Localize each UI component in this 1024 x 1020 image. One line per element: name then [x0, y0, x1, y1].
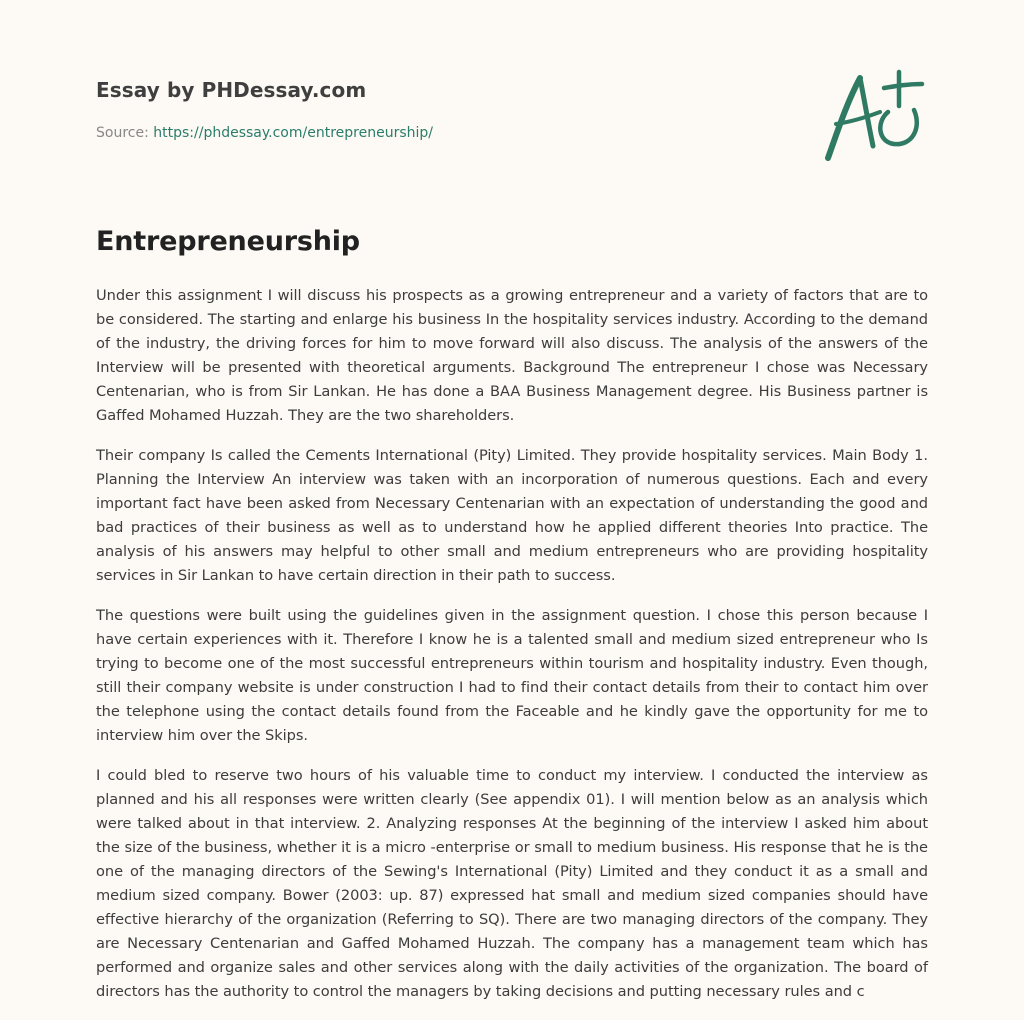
essay-body [96, 284, 928, 1020]
site-title: Essay by PHDessay.com [96, 78, 367, 102]
essay-paragraph: Their company Is called the Cements International (Pity) Limited. They provide hospitality services. Main Body 1. Planning the Interview An interview was taken with an incorporation of numerous questions. Each and every important fact have been asked from Necessary Centenarian with an expectation of understanding the good and bad practices of their business as well as to understand how he applied different theories Into practice. The analysis of his answers may helpful to other small and medium entrepreneurs who are providing hospitality services in Sir Lankan to have certain direction in their path to success. [96, 447, 928, 584]
essay-paragraph: The questions were built using the guidelines given in the assignment question. I chose this person because I have certain experiences with it. Therefore I know he is a talented small and medium sized entrepreneur who Is trying to become one of the most successful entrepreneurs within tourism and hospitality industry. Even though, still their company website is under construction I had to find their contact details from their to contact him over the telephone using the contact details found from the Faceable and he kindly gave the opportunity for me to interview him over the Skips. [96, 607, 928, 744]
source-link[interactable]: https://phdessay.com/entrepreneurship/ [153, 125, 433, 141]
a-plus-grade-icon [818, 66, 928, 166]
essay-paragraph: I could bled to reserve two hours of his valuable time to conduct my interview. I conducted the interview as planned and his all responses were written clearly (See appendix 01). I will mention below as an analysis which were talked about in that interview. 2. Analyzing responses At the beginning of the interview I asked him about the size of the business, whether it is a micro -enterprise or small to medium business. His response that he is the one of the managing directors of the Sewing's International (Pity) Limited and they conduct it as a small and medium sized company. Bower (2003: up. 87) expressed hat small and medium sized companies should have effective hierarchy of the organization (Referring to SQ). There are two managing directors of the company. They are Necessary Centenarian and Gaffed Mohamed Huzzah. The company has a management team which has performed and organize sales and other services along with the daily activities of the organization. The board of directors has the authority to control the managers by taking decisions and putting necessary rules and c [96, 767, 928, 1000]
source-label: Source: [96, 125, 154, 141]
essay-paragraph: Under this assignment I will discuss his prospects as a growing entrepreneur and a variety of factors that are to be considered. The starting and enlarge his business In the hospitality services industry. According to the demand of the industry, the driving forces for him to move forward will also discuss. The analysis of the answers of the Interview will be presented with theoretical arguments. Background The entrepreneur I chose was Necessary Centenarian, who is from Sir Lankan. He has done a BAA Business Management degree. His Business partner is Gaffed Mohamed Huzzah. They are the two shareholders. [96, 287, 928, 424]
page-header [96, 78, 433, 141]
source-line [96, 125, 433, 141]
document-title: Entrepreneurship [96, 226, 360, 257]
